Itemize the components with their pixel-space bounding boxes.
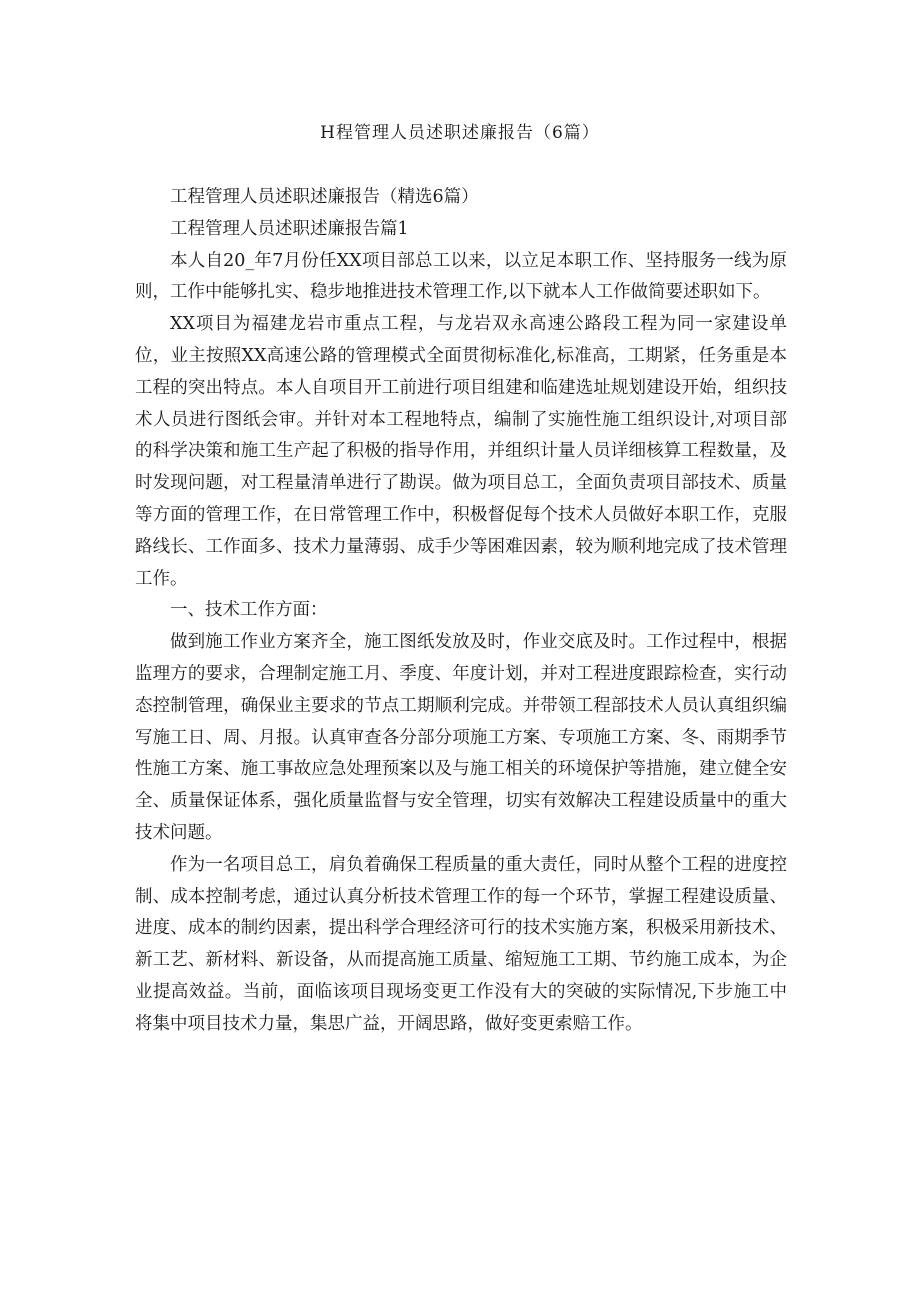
paragraph-intro: 本人自20_年7月份任XX项目部总工以来，以立足本职工作、坚持服务一线为原则，工作中能够扎实、稳步地推进技术管理工作,以下就本人工作做简要述职如下。 — [135, 250, 787, 303]
paragraph-technical-heading: 一、技术工作方面： — [170, 600, 328, 621]
paragraph-section-heading: 工程管理人员述职述廉报告篇1 — [170, 218, 409, 239]
paragraph-subtitle: 工程管理人员述职述廉报告（精选6篇） — [170, 187, 479, 207]
paragraph-chief-engineer: 作为一名项目总工，肩负着确保工程质量的重大责任，同时从整个工程的进度控制、成本控制考虑，通过认真分析技术管理工作的每一个环节，掌握工程建设质量、进度、成本的制约因素，提出科学合理经济可行的技术实施方案，积极采用新技术、新工艺、新材料、新设备，从而提高施工质量、缩短施工工期、节约施工成本，为企业提高效益。当前，面临该项目现场变更工作没有大的突破的实际情况,下步施工中将集中项目技术力量，集思广益，开阔思路，做好变更索赔工作。 — [135, 854, 787, 1034]
document-title: H程管理人员述职述廉报告（6篇） — [320, 123, 600, 143]
document-body — [135, 182, 787, 1041]
paragraph-technical-work: 做到施工作业方案齐全，施工图纸发放及时，作业交底及时。工作过程中，根据监理方的要求，合理制定施工月、季度、年度计划，并对工程进度跟踪检查，实行动态控制管理，确保业主要求的节点工期顺利完成。并带领工程部技术人员认真组织编写施工日、周、月报。认真审查各分部分项施工方案、专项施工方案、冬、雨期季节性施工方案、施工事故应急处理预案以及与施工相关的环境保护等措施，建立健全安全、质量保证体系，强化质量监督与安全管理，切实有效解决工程建设质量中的重大技术问题。 — [135, 632, 787, 843]
paragraph-project-overview: XX项目为福建龙岩市重点工程，与龙岩双永高速公路段工程为同一家建设单位，业主按照XX高速公路的管理模式全面贯彻标准化,标准高，工期紧，任务重是本工程的突出特点。本人自项目开工前进行项目组建和临建选址规划建设开始，组织技术人员进行图纸会审。并针对本工程地特点，编制了实施性施工组织设计,对项目部的科学决策和施工生产起了积极的指导作用，并组织计量人员详细核算工程数量，及时发现问题，对工程量清单进行了勘误。做为项目总工，全面负责项目部技术、质量等方面的管理工作，在日常管理工作中，积极督促每个技术人员做好本职工作，克服路线长、工作面多、技术力量薄弱、成手少等困难因素，较为顺利地完成了技术管理工作。 — [135, 314, 787, 589]
